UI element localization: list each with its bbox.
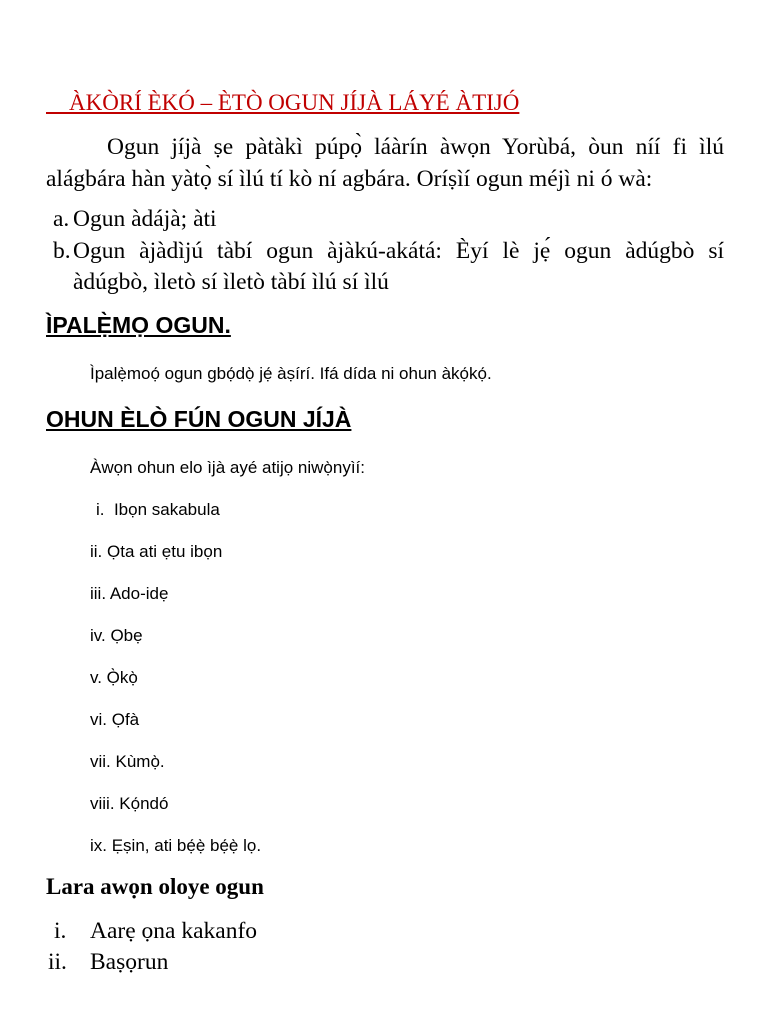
weapons-intro: Àwọn ohun elo ìjà ayé atijọ niwọ̀nyìí: (90, 458, 366, 477)
list-item-text: Aarẹ ọna kakanfo (90, 918, 258, 944)
list-item: ix. Ẹṣin, ati bẹ́ẹ̀ bẹ́ẹ̀ lọ. (90, 836, 262, 855)
list-item-text: Baṣọrun (90, 949, 169, 975)
list-item: vi. Ọfà (90, 710, 140, 729)
list-item: vii. Kùmọ̀. (90, 752, 165, 771)
list-item: iv. Ọbẹ (90, 626, 143, 645)
list-item-text: Ogun àjàdìjú tàbí ogun àjàkú-akátá: Èyí lè jẹ́ ogun àdúgbò sí àdúgbò, ìletò sí ìletò tàbí ìlú sí ìlú (73, 238, 724, 295)
list-item-text: Ogun àdájà; àti (73, 206, 217, 232)
weapons-list (90, 500, 261, 878)
section-heading-war-chiefs: Lara awọn oloye ogun (46, 874, 264, 899)
list-item: ii. Ọta ati ẹtu ibọn (90, 542, 223, 561)
list-item: v. Ọ̀kọ̀ (90, 668, 138, 687)
list-marker: b. (53, 238, 71, 264)
list-marker: a. (53, 206, 70, 232)
list-item: viii. Kọ́ndó (90, 794, 169, 813)
intro-paragraph: Ogun jíjà ṣe pàtàkì púpọ̀ láàrín àwọn Yorùbá, òun níí fi ìlú alágbára hàn yàtọ̀ sí ìlú tí kò ní agbára. Oríṣìí ogun méjì ni ó wà: (46, 134, 724, 192)
list-item: i. Ibọn sakabula (96, 500, 220, 519)
list-item (46, 204, 724, 235)
page-title: ÀKÒRÍ ÈKÓ – ÈTÒ OGUN JÍJÀ LÁYÉ ÀTIJÓ (46, 90, 520, 115)
list-item (46, 916, 257, 947)
list-item: iii. Ado-idẹ (90, 584, 169, 603)
section-heading-weapons: OHUN ÈLÒ FÚN OGUN JÍJÀ (46, 406, 352, 432)
list-marker: ii. (48, 949, 67, 975)
list-marker: i. (54, 918, 67, 944)
list-item (46, 947, 257, 978)
section-heading-preparation: ÌPALẸ̀MỌ OGUN. (46, 312, 231, 338)
preparation-text: Ìpalẹ̀moọ́ ogun gbọ́dọ̀ jẹ́ àṣírí. Ifá dída ni ohun àkọ́kọ́. (90, 364, 492, 383)
list-item (46, 236, 724, 298)
war-chiefs-list (46, 916, 257, 978)
war-types-list (46, 204, 724, 298)
